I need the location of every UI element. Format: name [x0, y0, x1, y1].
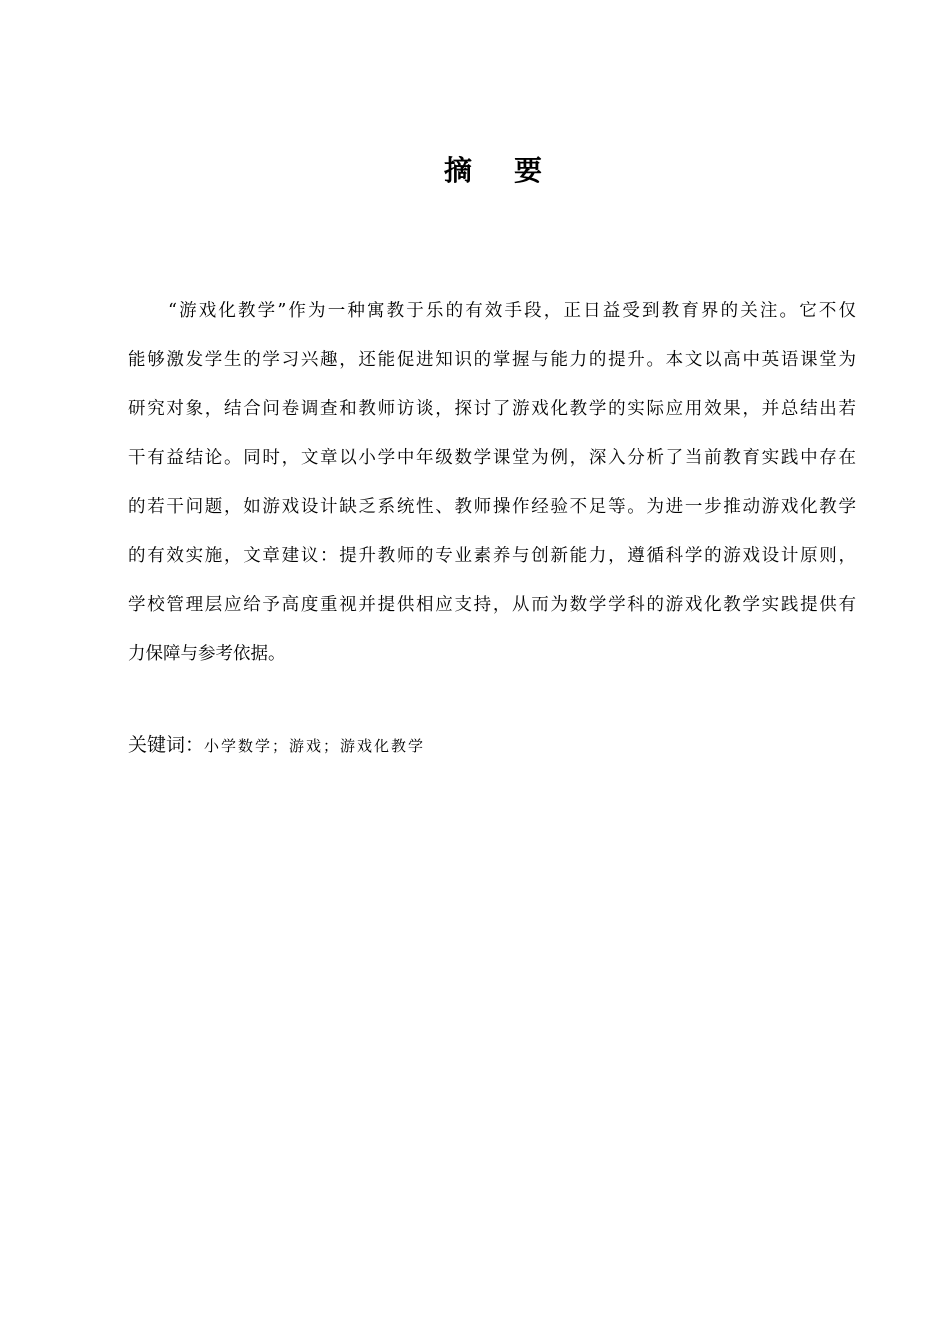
page-title	[0, 150, 950, 192]
abstract-line: 研究对象，结合问卷调查和教师访谈，探讨了游戏化教学的实际应用效果，并总结出若	[128, 399, 856, 419]
abstract-body	[128, 291, 856, 683]
title-part-1: 摘	[443, 154, 472, 187]
keywords-section	[128, 728, 425, 762]
abstract-line: “游戏化教学”作为一种寓教于乐的有效手段，正日益受到教育界的关注。它不仅	[168, 301, 856, 321]
keywords-label: 关键词：	[128, 734, 205, 756]
abstract-line: 的若干问题，如游戏设计缺乏系统性、教师操作经验不足等。为进一步推动游戏化教学	[128, 497, 856, 517]
abstract-line: 干有益结论。同时，文章以小学中年级数学课堂为例，深入分析了当前教育实践中存在	[128, 448, 856, 468]
abstract-line: 能够激发学生的学习兴趣，还能促进知识的掌握与能力的提升。本文以高中英语课堂为	[128, 350, 856, 370]
abstract-line: 学校管理层应给予高度重视并提供相应支持，从而为数学学科的游戏化教学实践提供有	[128, 595, 856, 615]
abstract-line: 力保障与参考依据。	[128, 644, 286, 664]
abstract-line: 的有效实施，文章建议：提升教师的专业素养与创新能力，遵循科学的游戏设计原则，	[128, 546, 856, 566]
keywords-value: 小学数学；游戏；游戏化教学	[204, 737, 426, 755]
title-part-2: 要	[514, 154, 543, 187]
